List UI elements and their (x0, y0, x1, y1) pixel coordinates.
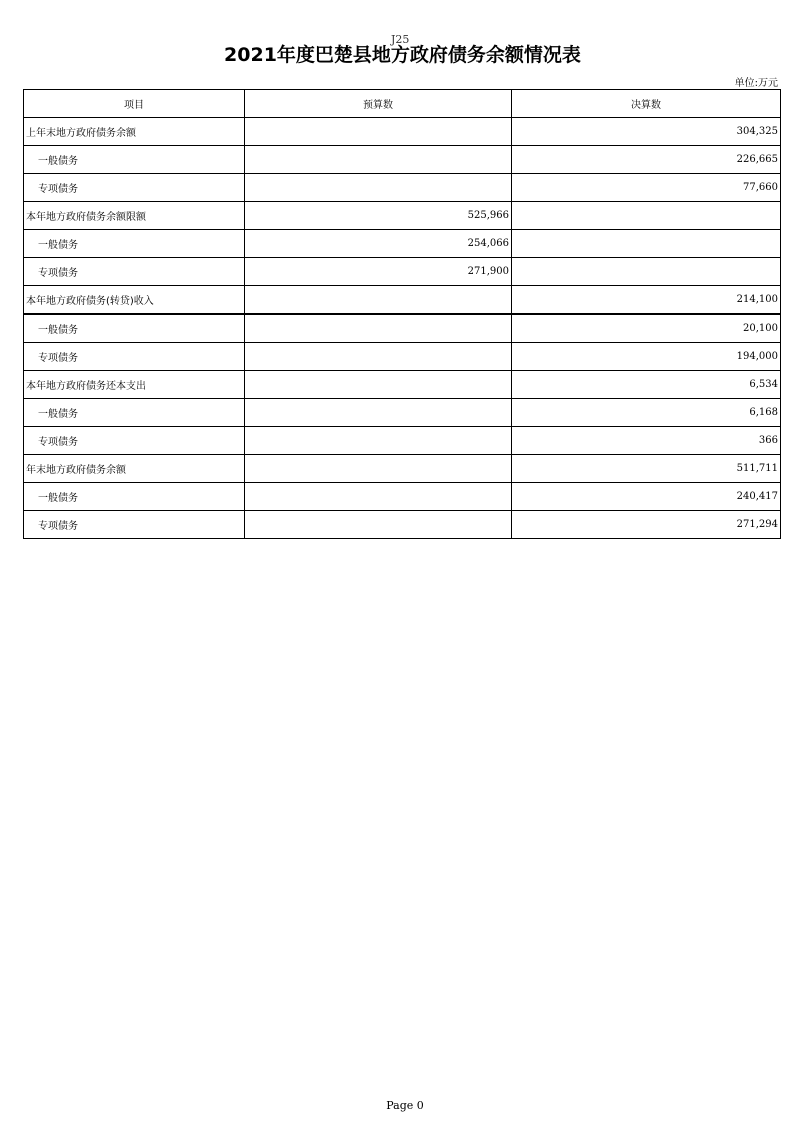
table-row (24, 399, 781, 427)
row-final-value (512, 230, 781, 258)
report-title: 2021年度巴楚县地方政府债务余额情况表 (224, 44, 581, 66)
table-row (24, 371, 781, 399)
column-header-item: 项目 (24, 90, 245, 118)
table-row (24, 483, 781, 511)
row-final-value: 240,417 (512, 483, 781, 511)
row-budget-value (245, 483, 512, 511)
row-final-value: 20,100 (512, 314, 781, 343)
row-final-value: 511,711 (512, 455, 781, 483)
table-row (24, 230, 781, 258)
row-final-value: 6,168 (512, 399, 781, 427)
row-final-value: 77,660 (512, 174, 781, 202)
row-item-label: 专项债务 (24, 258, 245, 286)
table-row (24, 343, 781, 371)
row-budget-value (245, 371, 512, 399)
row-final-value: 6,534 (512, 371, 781, 399)
row-item-label: 本年地方政府债务余额限额 (24, 202, 245, 230)
row-item-label: 一般债务 (24, 399, 245, 427)
row-budget-value (245, 343, 512, 371)
table-row (24, 455, 781, 483)
table-row (24, 118, 781, 146)
row-item-label: 年末地方政府债务余额 (24, 455, 245, 483)
row-item-label: 上年末地方政府债务余额 (24, 118, 245, 146)
table-row (24, 286, 781, 315)
debt-balance-table (23, 89, 781, 539)
row-budget-value (245, 118, 512, 146)
row-final-value: 304,325 (512, 118, 781, 146)
row-final-value: 366 (512, 427, 781, 455)
column-header-final: 决算数 (512, 90, 781, 118)
table-row (24, 427, 781, 455)
row-final-value: 226,665 (512, 146, 781, 174)
row-item-label: 本年地方政府债务(转贷)收入 (24, 286, 245, 315)
row-item-label: 一般债务 (24, 314, 245, 343)
row-final-value: 214,100 (512, 286, 781, 315)
row-budget-value (245, 286, 512, 315)
column-header-budget: 预算数 (245, 90, 512, 118)
row-final-value (512, 258, 781, 286)
row-item-label: 一般债务 (24, 230, 245, 258)
row-budget-value: 525,966 (245, 202, 512, 230)
row-budget-value: 271,900 (245, 258, 512, 286)
table-row (24, 511, 781, 539)
table-row (24, 146, 781, 174)
row-item-label: 一般债务 (24, 483, 245, 511)
page-code-label: J25 (391, 33, 410, 46)
table-row (24, 314, 781, 343)
row-item-label: 专项债务 (24, 427, 245, 455)
table-row (24, 202, 781, 230)
row-budget-value (245, 511, 512, 539)
row-budget-value (245, 146, 512, 174)
row-item-label: 专项债务 (24, 511, 245, 539)
row-budget-value (245, 314, 512, 343)
row-final-value: 271,294 (512, 511, 781, 539)
row-final-value: 194,000 (512, 343, 781, 371)
row-item-label: 本年地方政府债务还本支出 (24, 371, 245, 399)
unit-label: 单位:万元 (734, 78, 778, 89)
row-budget-value: 254,066 (245, 230, 512, 258)
row-budget-value (245, 174, 512, 202)
page-footer: Page 0 (386, 1099, 424, 1112)
row-budget-value (245, 399, 512, 427)
table-row (24, 258, 781, 286)
row-budget-value (245, 427, 512, 455)
row-item-label: 专项债务 (24, 174, 245, 202)
table-header-row (24, 90, 781, 118)
row-final-value (512, 202, 781, 230)
row-item-label: 专项债务 (24, 343, 245, 371)
row-item-label: 一般债务 (24, 146, 245, 174)
row-budget-value (245, 455, 512, 483)
table-row (24, 174, 781, 202)
